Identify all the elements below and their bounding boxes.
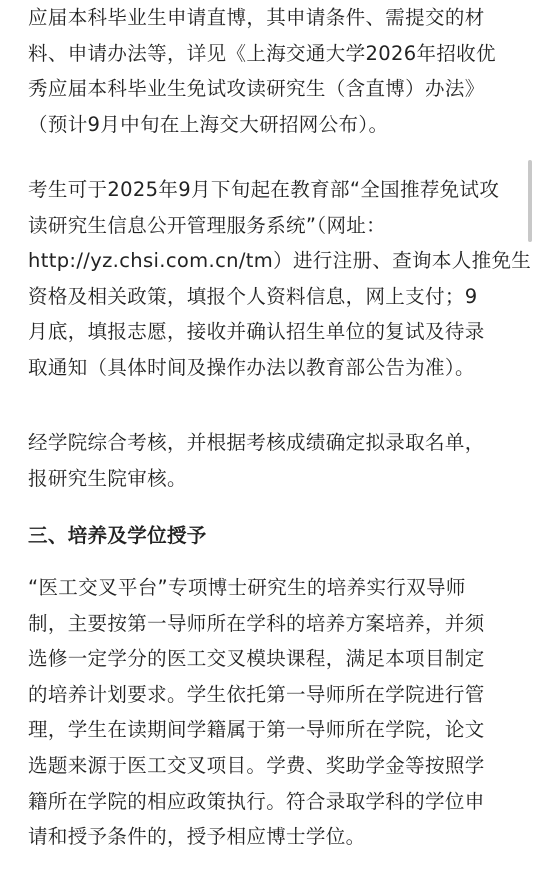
- text-line: 制，主要按第一导师所在学科的培养方案培养，并须: [28, 611, 485, 635]
- paragraph-assessment: [28, 425, 485, 496]
- text-line: 料、申请办法等，详见《上海交通大学2026年招收优: [28, 41, 496, 65]
- text-line: 读研究生信息公开管理服务系统”（网址：: [28, 213, 387, 237]
- text-line: 选题来源于医工交叉项目。学费、奖助学金等按照学: [28, 753, 485, 777]
- paragraph-direct-phd: [28, 0, 496, 142]
- text-line: 的培养计划要求。学生依托第一导师所在学院进行管: [28, 682, 485, 706]
- text-line: 理，学生在读期间学籍属于第一导师所在学院，论文: [28, 718, 485, 742]
- text-line: 考生可于2025年9月下旬起在教育部“全国推荐免试攻: [28, 178, 500, 201]
- text-line: 月底，填报志愿，接收并确认招生单位的复试及待录: [28, 320, 485, 344]
- text-line: 秀应届本科毕业生免试攻读研究生（含直博）办法》: [28, 77, 485, 101]
- text-line: 报研究生院审核。: [28, 466, 187, 490]
- text-line: 请和授予条件的，授予相应博士学位。: [28, 825, 366, 849]
- text-line: 籍所在学院的相应政策执行。符合录取学科的学位申: [28, 789, 485, 813]
- text-line: 资格及相关政策，填报个人资料信息，网上支付；9: [28, 284, 478, 308]
- text-line: 取通知（具体时间及操作办法以教育部公告为准）。: [28, 355, 475, 379]
- bottom-fade: [0, 865, 540, 895]
- text-line: （预计9月中旬在上海交大研招网公布）。: [28, 112, 389, 136]
- text-line: “医工交叉平台”专项博士研究生的培养实行双导师: [28, 576, 466, 599]
- paragraph-registration: [28, 172, 531, 386]
- text-line: 应届本科毕业生申请直博，其申请条件、需提交的材: [28, 6, 485, 29]
- section-heading: 三、培养及学位授予: [28, 524, 207, 547]
- paragraph-training: [28, 570, 485, 855]
- text-line: http://yz.chsi.com.cn/tm）进行注册、查询本人推免生: [28, 249, 532, 273]
- text-line: 选修一定学分的医工交叉模块课程，满足本项目制定: [28, 647, 485, 671]
- scrollbar-thumb[interactable]: [528, 160, 532, 242]
- text-line: 经学院综合考核，并根据考核成绩确定拟录取名单，: [28, 431, 485, 454]
